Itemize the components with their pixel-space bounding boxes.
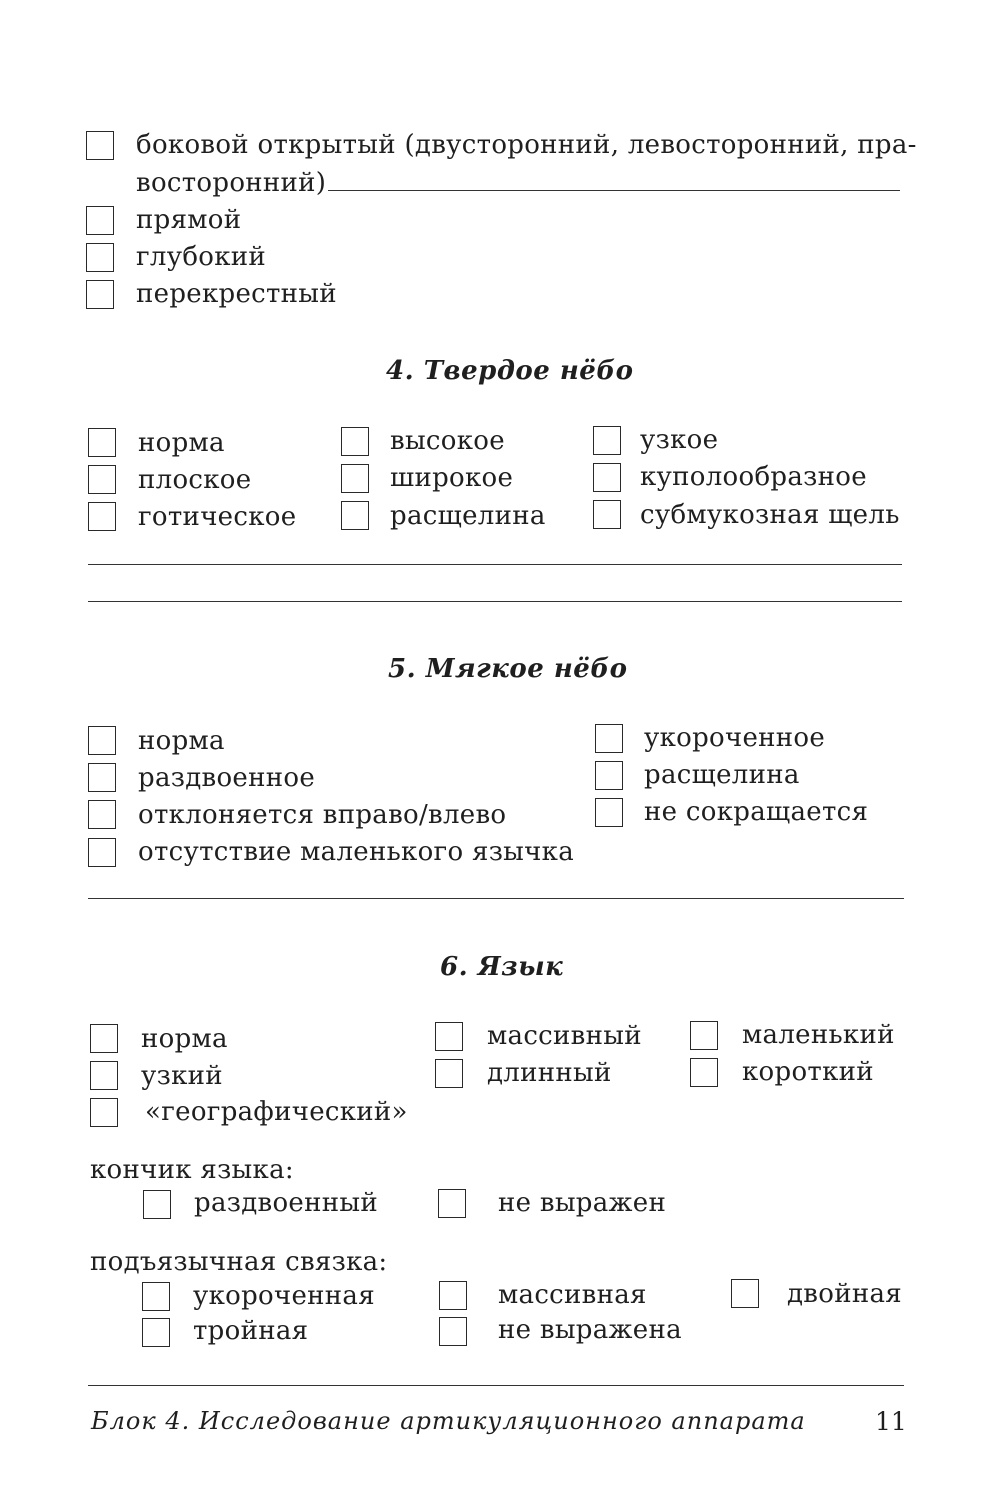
hard-palate-option: высокое [390,426,505,456]
bite-lateral-open-label-line2: восторонний) [136,168,327,198]
frenulum-option: двойная [787,1279,902,1309]
checkbox-bite-lateral-open[interactable] [86,131,114,160]
tongue-tip-label: кончик языка: [90,1155,294,1185]
soft-palate-heading: 5. Мягкое нёбо [388,654,628,684]
soft-palate-answer-line[interactable] [88,898,904,899]
tongue-option: норма [141,1024,228,1054]
checkbox-frenulum-not-expressed[interactable] [439,1317,467,1346]
tongue-option: массивный [487,1021,642,1051]
checkbox-hard-palate-wide[interactable] [341,464,369,493]
soft-palate-option: норма [138,726,225,756]
frenulum-option: не выражена [498,1315,682,1345]
checkbox-soft-palate-norm[interactable] [88,726,116,755]
frenulum-option: тройная [193,1316,309,1346]
checkbox-bite-cross[interactable] [86,280,114,309]
tongue-option: короткий [742,1057,874,1087]
checkbox-hard-palate-dome[interactable] [593,463,621,492]
tongue-option: узкий [141,1061,223,1091]
checkbox-tongue-tip-not-expressed[interactable] [438,1189,466,1218]
checkbox-hard-palate-gothic[interactable] [88,502,116,531]
checkbox-tongue-norm[interactable] [90,1024,118,1053]
soft-palate-option: отсутствие маленького язычка [138,837,575,867]
bite-direct-label: прямой [136,205,242,235]
checkbox-tongue-tip-split[interactable] [143,1190,171,1219]
tongue-tip-option: раздвоенный [194,1188,378,1218]
bite-deep-label: глубокий [136,242,267,272]
checkbox-tongue-geographic[interactable] [90,1098,118,1127]
checkbox-soft-palate-deviates[interactable] [88,800,116,829]
soft-palate-option: укороченное [644,723,826,753]
hard-palate-option: норма [138,428,225,458]
checkbox-hard-palate-high[interactable] [341,427,369,456]
hard-palate-option: широкое [390,463,514,493]
checkbox-tongue-massive[interactable] [435,1022,463,1051]
checkbox-soft-palate-not-contracting[interactable] [595,798,623,827]
soft-palate-option: отклоняется вправо/влево [138,800,507,830]
checkbox-soft-palate-split[interactable] [88,763,116,792]
checkbox-frenulum-triple[interactable] [142,1318,170,1347]
hard-palate-option: куполообразное [640,462,867,492]
tongue-option: маленький [742,1020,895,1050]
checkbox-frenulum-massive[interactable] [439,1281,467,1310]
soft-palate-option: раздвоенное [138,763,316,793]
hard-palate-answer-line-2[interactable] [88,601,902,602]
checkbox-tongue-small[interactable] [690,1021,718,1050]
bite-lateral-open-label-line1: боковой открытый (двусторонний, левосторонний, пра- [136,130,917,160]
checkbox-hard-palate-narrow[interactable] [593,426,621,455]
tongue-tip-option: не выражен [498,1188,667,1218]
tongue-heading: 6. Язык [440,952,564,982]
checkbox-frenulum-double[interactable] [731,1279,759,1308]
checkbox-bite-direct[interactable] [86,206,114,235]
checkbox-hard-palate-cleft[interactable] [341,501,369,530]
hard-palate-option: расщелина [390,501,546,531]
soft-palate-option: расщелина [644,760,800,790]
page-number: 11 [875,1407,907,1436]
bite-lateral-answer-line[interactable] [328,190,900,191]
tongue-option: «географический» [145,1097,408,1127]
hard-palate-option: узкое [640,425,719,455]
footer-block-title: Блок 4. Исследование артикуляционного аппарата [91,1407,806,1435]
hard-palate-answer-line-1[interactable] [88,564,902,565]
frenulum-option: массивная [498,1280,647,1310]
checkbox-soft-palate-cleft[interactable] [595,761,623,790]
checkbox-hard-palate-submucous[interactable] [593,500,621,529]
hard-palate-option: плоское [138,465,252,495]
checkbox-tongue-long[interactable] [435,1059,463,1088]
checkbox-soft-palate-short[interactable] [595,724,623,753]
frenulum-label: подъязычная связка: [90,1247,388,1277]
frenulum-option: укороченная [193,1281,375,1311]
footer-divider [88,1385,904,1386]
checkbox-bite-deep[interactable] [86,243,114,272]
hard-palate-option: субмукозная щель [640,500,900,530]
soft-palate-option: не сокращается [644,797,869,827]
checkbox-tongue-narrow[interactable] [90,1061,118,1090]
hard-palate-option: готическое [138,502,297,532]
checkbox-frenulum-short[interactable] [142,1282,170,1311]
checkbox-soft-palate-no-uvula[interactable] [88,838,116,867]
bite-cross-label: перекрестный [136,279,337,309]
checkbox-hard-palate-flat[interactable] [88,465,116,494]
hard-palate-heading: 4. Твердое нёбо [386,356,634,386]
checkbox-tongue-short[interactable] [690,1058,718,1087]
checkbox-hard-palate-norm[interactable] [88,428,116,457]
tongue-option: длинный [487,1058,612,1088]
